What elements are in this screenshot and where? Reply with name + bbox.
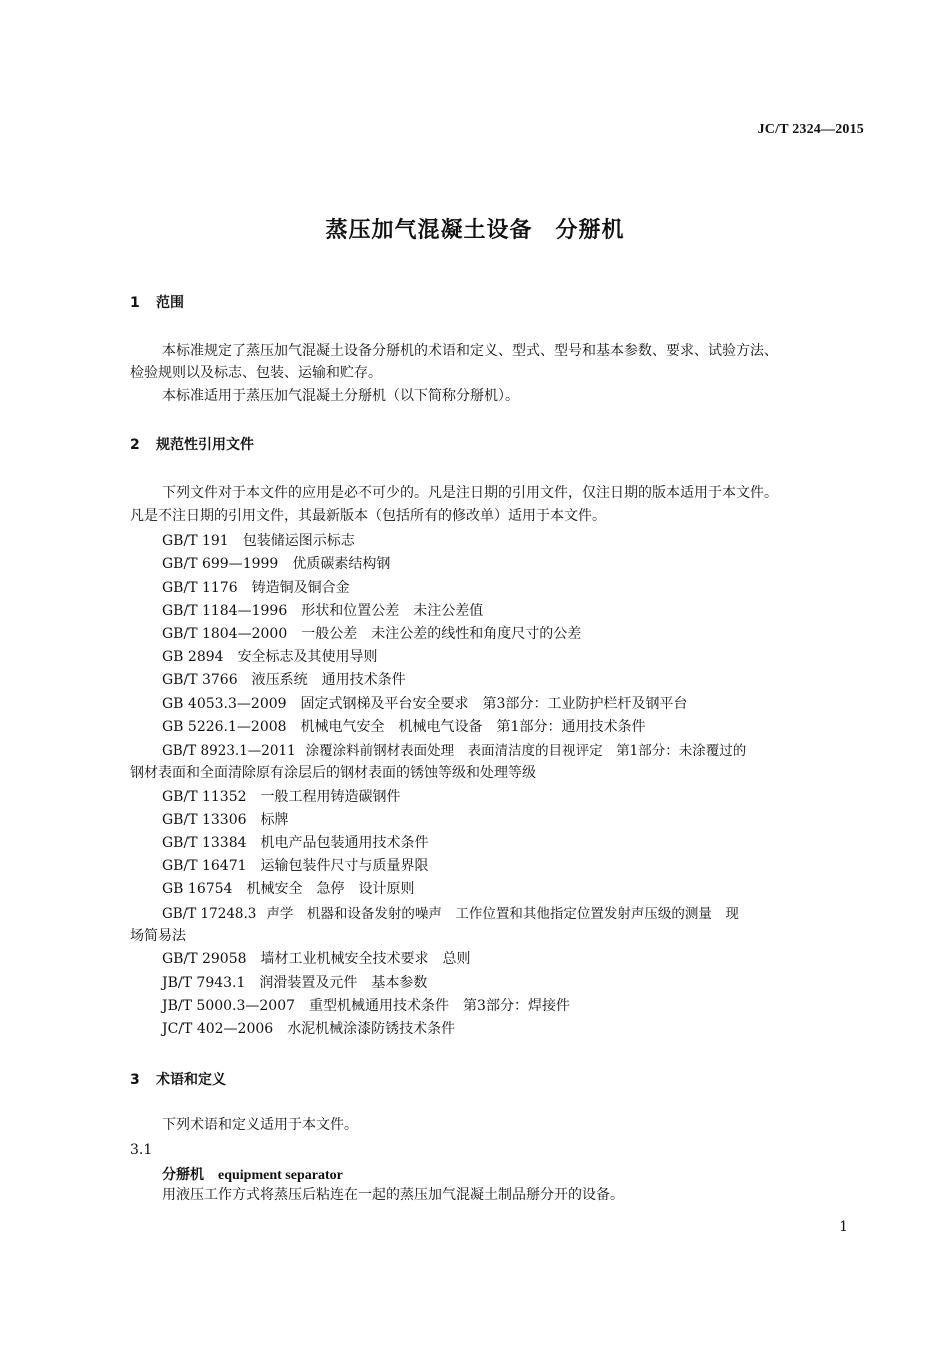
reference-title: 标牌: [260, 812, 289, 828]
reference-title: 液压系统 通用技术条件: [251, 672, 406, 688]
paragraph: 下列术语和定义适用于本文件。: [162, 1117, 358, 1133]
reference-code: GB/T 8923.1—2011: [162, 743, 296, 759]
reference-item: [162, 553, 390, 573]
reference-item: [162, 693, 687, 713]
document-title: 蒸压加气混凝土设备 分掰机: [325, 218, 625, 243]
paragraph: 本标准适用于蒸压加气混凝土分掰机（以下简称分掰机）。: [162, 388, 519, 404]
reference-code: GB/T 699—1999: [162, 556, 279, 572]
reference-code: GB/T 13306: [162, 812, 247, 828]
section-3-heading: [130, 1069, 226, 1089]
section-title: 术语和定义: [156, 1072, 226, 1088]
reference-item: [162, 948, 471, 968]
reference-code: GB 2894: [162, 649, 224, 665]
section-number: 2: [130, 437, 140, 453]
reference-item: [162, 786, 401, 806]
section-title: 范围: [156, 295, 184, 311]
paragraph: 本标准规定了蒸压加气混凝土设备分掰机的术语和定义、型式、型号和基本参数、要求、试验方法、: [162, 343, 778, 359]
reference-item: [162, 646, 378, 666]
term-zh: 分掰机: [162, 1167, 204, 1183]
section-number: 1: [130, 295, 140, 311]
reference-title: 固定式钢梯及平台安全要求 第3部分：工业防护栏杆及钢平台: [300, 696, 688, 712]
section-2-heading: [130, 434, 254, 454]
reference-item: [162, 995, 570, 1015]
reference-code: GB/T 1804—2000: [162, 626, 288, 642]
reference-title: 重型机械通用技术条件 第3部分：焊接件: [309, 998, 570, 1014]
reference-title: 优质碳素结构钢: [292, 556, 391, 572]
reference-title: 墙材工业机械安全技术要求 总则: [260, 951, 471, 967]
reference-title: 涂覆涂料前钢材表面处理 表面清洁度的目视评定 第1部分：未涂覆过的: [305, 743, 747, 759]
term-definition: 用液压工作方式将蒸压后粘连在一起的蒸压加气混凝土制品掰分开的设备。: [162, 1187, 624, 1203]
reference-title: 机械电气安全 机械电气设备 第1部分：通用技术条件: [300, 719, 646, 735]
reference-item: [162, 855, 429, 875]
reference-item: [162, 739, 746, 759]
reference-item: [162, 530, 355, 550]
reference-item: [162, 577, 350, 597]
reference-title: 一般公差 未注公差的线性和角度尺寸的公差: [301, 626, 582, 642]
reference-continuation: 场简易法: [130, 928, 186, 944]
reference-title: 水泥机械涂漆防锈技术条件: [287, 1021, 456, 1037]
reference-title: 形状和位置公差 未注公差值: [301, 603, 484, 619]
reference-code: GB 4053.3—2009: [162, 696, 287, 712]
reference-item: [162, 1018, 455, 1038]
reference-code: GB/T 16471: [162, 858, 247, 874]
reference-title: 运输包装件尺寸与质量界限: [260, 858, 429, 874]
reference-code: GB 16754: [162, 881, 233, 897]
paragraph: 检验规则以及标志、包装、运输和贮存。: [130, 365, 382, 381]
reference-continuation: 钢材表面和全面清除原有涂层后的钢材表面的锈蚀等级和处理等级: [130, 765, 536, 781]
reference-title: 安全标志及其使用导则: [237, 649, 378, 665]
reference-item: [162, 600, 483, 620]
section-number: 3: [130, 1072, 140, 1088]
reference-title: 铸造铜及铜合金: [251, 580, 350, 596]
reference-item: [162, 972, 427, 992]
reference-code: GB/T 1184—1996: [162, 603, 288, 619]
reference-title: 机电产品包装通用技术条件: [260, 835, 429, 851]
reference-code: GB/T 11352: [162, 789, 247, 805]
reference-code: GB/T 17248.3: [162, 906, 257, 922]
reference-title: 机械安全 急停 设计原则: [246, 881, 415, 897]
reference-code: JC/T 402—2006: [162, 1021, 274, 1037]
reference-item: [162, 716, 645, 736]
reference-title: 声学 机器和设备发射的噪声 工作位置和其他指定位置发射声压级的测量 现: [266, 906, 739, 922]
reference-title: 润滑装置及元件 基本参数: [259, 975, 428, 991]
reference-title: 一般工程用铸造碳钢件: [260, 789, 401, 805]
standard-code: JC/T 2324—2015: [757, 122, 864, 137]
paragraph: 下列文件对于本文件的应用是必不可少的。凡是注日期的引用文件，仅注日期的版本适用于本文件。: [162, 485, 778, 501]
reference-code: GB/T 191: [162, 533, 229, 549]
reference-code: GB/T 3766: [162, 672, 238, 688]
reference-item: [162, 809, 289, 829]
term-number: 3.1: [130, 1142, 153, 1158]
term-en: equipment separator: [218, 1168, 343, 1183]
reference-code: GB/T 29058: [162, 951, 247, 967]
reference-title: 包装储运图示标志: [242, 533, 355, 549]
reference-code: GB 5226.1—2008: [162, 719, 287, 735]
reference-item: [162, 878, 414, 898]
reference-code: GB/T 13384: [162, 835, 247, 851]
section-title: 规范性引用文件: [156, 437, 254, 453]
paragraph: 凡是不注日期的引用文件，其最新版本（包括所有的修改单）适用于本文件。: [130, 508, 606, 524]
reference-code: JB/T 5000.3—2007: [162, 998, 296, 1014]
term-title: [162, 1164, 343, 1184]
reference-item: [162, 832, 429, 852]
reference-code: JB/T 7943.1: [162, 975, 246, 991]
reference-item: [162, 669, 406, 689]
reference-item: [162, 902, 739, 922]
page-number: 1: [839, 1219, 848, 1235]
reference-item: [162, 623, 581, 643]
reference-code: GB/T 1176: [162, 580, 238, 596]
section-1-heading: [130, 292, 184, 312]
